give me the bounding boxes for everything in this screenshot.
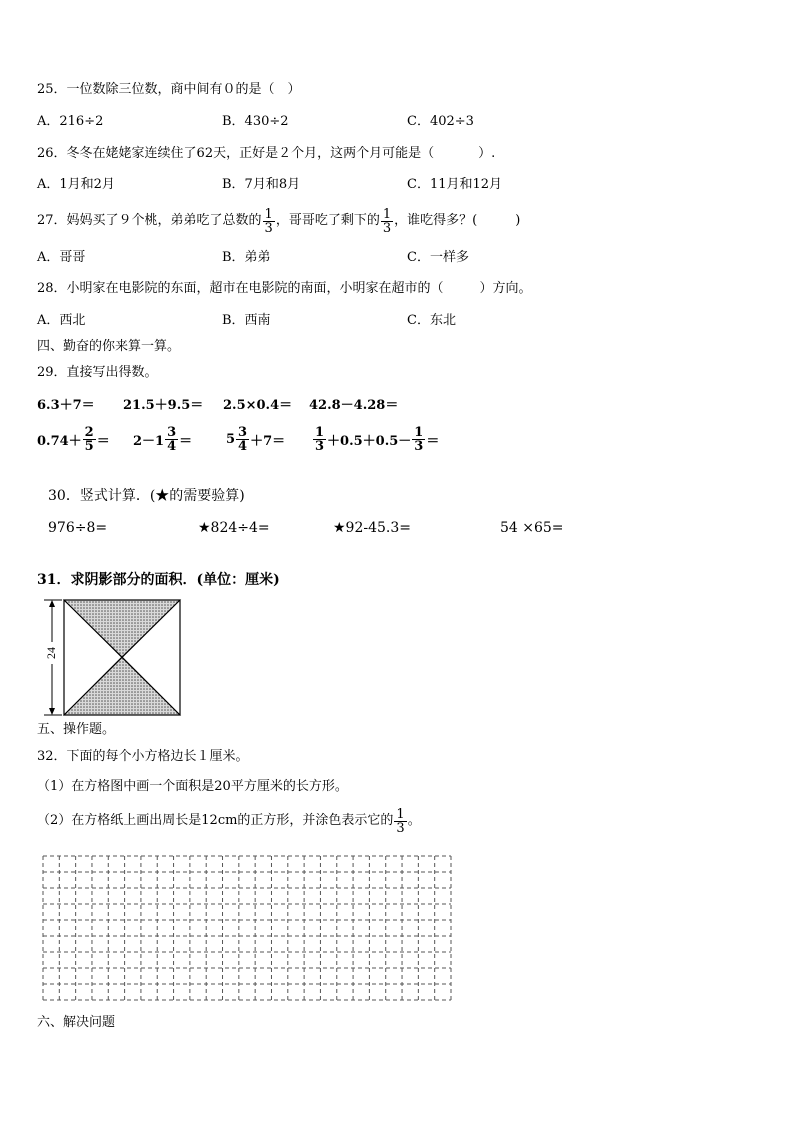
top-shaded-triangle (64, 600, 180, 657)
q31-side-label: 24 (43, 647, 58, 659)
q29-calc-2: 21.5＋9.5＝ (123, 397, 204, 413)
q29-calc-5: 0.74＋ $\frac{2}{5}$ ＝ (37, 424, 110, 454)
q29-calc-4: 42.8－4.28＝ (309, 397, 399, 413)
q25-option-b: B．430÷2 (222, 114, 289, 129)
q31-stem: 31．求阴影部分的面积．(单位：厘米) (37, 572, 280, 588)
q26-stem (37, 144, 495, 164)
square-grid[interactable] (38, 851, 456, 1003)
q30-item-3: ★92-45.3= (333, 520, 411, 536)
q27-stem (37, 204, 520, 238)
q29-stem: 29．直接写出得数。 (37, 365, 158, 380)
q30-stem: 30．竖式计算．(★的需要验算) (48, 488, 245, 504)
q28-stem (37, 279, 532, 299)
q29-calc-6: 2－1 $\frac{3}{4}$ ＝ (133, 424, 193, 454)
q30-item-4: 54 ×65= (500, 520, 564, 536)
q27-fraction-2: $\frac{1}{3}$ (382, 206, 392, 236)
q26-option-c: C．11月和12月 (407, 177, 503, 192)
q27-option-a: A．哥哥 (37, 250, 86, 265)
q29-calc-7: 5 $\frac{3}{4}$ ＋7＝ (226, 424, 286, 454)
q28-stem-after: ）方向。 (479, 281, 532, 296)
q32-stem: 32．下面的每个小方格边长１厘米。 (37, 749, 249, 764)
q29-calc-3: 2.5×0.4＝ (223, 397, 293, 413)
section-5-heading: 五、操作题。 (37, 722, 116, 737)
q30-item-2: ★824÷4= (198, 520, 270, 536)
q28-option-b: B．西南 (222, 313, 271, 328)
q28-option-a: A．西北 (37, 313, 86, 328)
q26-option-b: B．7月和8月 (222, 177, 301, 192)
q28-stem-before: 28．小明家在电影院的东面，超市在电影院的南面，小明家在超市的（ (37, 281, 444, 296)
q32-part-1: （1）在方格图中画一个面积是20平方厘米的长方形。 (37, 779, 348, 794)
q27-part3: ，谁吃得多？( (394, 213, 478, 228)
q28-option-c: C．东北 (407, 313, 456, 328)
q26-option-a: A．1月和2月 (37, 177, 115, 192)
q27-option-b: B．弟弟 (222, 250, 271, 265)
q25-stem: 25．一位数除三位数，商中间有０的是（ ） (37, 82, 301, 97)
q27-fraction-1: $\frac{1}{3}$ (264, 206, 273, 236)
q31-shaded-square-figure (38, 598, 184, 720)
q29-calc-8: $\frac{1}{3}$ ＋0.5＋0.5－ $\frac{1}{3}$ ＝ (315, 424, 440, 454)
bottom-shaded-triangle (64, 657, 180, 715)
q26-stem-before: 26．冬冬在姥姥家连续住了62天，正好是２个月，这两个月可能是（ (37, 146, 435, 161)
q27-part4: ) (515, 213, 521, 228)
q30-item-1: 976÷8= (48, 520, 108, 536)
q26-stem-after: ）. (478, 146, 496, 161)
arrow-down-icon (49, 708, 55, 715)
section-6-heading: 六、解决问题 (37, 1015, 116, 1030)
arrow-up-icon (49, 600, 55, 607)
q25-option-a: A．216÷2 (37, 114, 104, 129)
q27-part1: 27．妈妈买了９个桃，弟弟吃了总数的 (37, 213, 262, 228)
q32-part-2: （2）在方格纸上画出周长是12cm的正方形，并涂色表示它的 $\frac{1}{3}$ 。 (37, 806, 421, 836)
section-4-heading: 四、勤奋的你来算一算。 (37, 339, 181, 354)
q25-option-c: C．402÷3 (407, 114, 474, 129)
q29-calc-1: 6.3＋7＝ (37, 397, 95, 413)
q27-part2: ，哥哥吃了剩下的 (275, 213, 380, 228)
q27-option-c: C．一样多 (407, 250, 469, 265)
